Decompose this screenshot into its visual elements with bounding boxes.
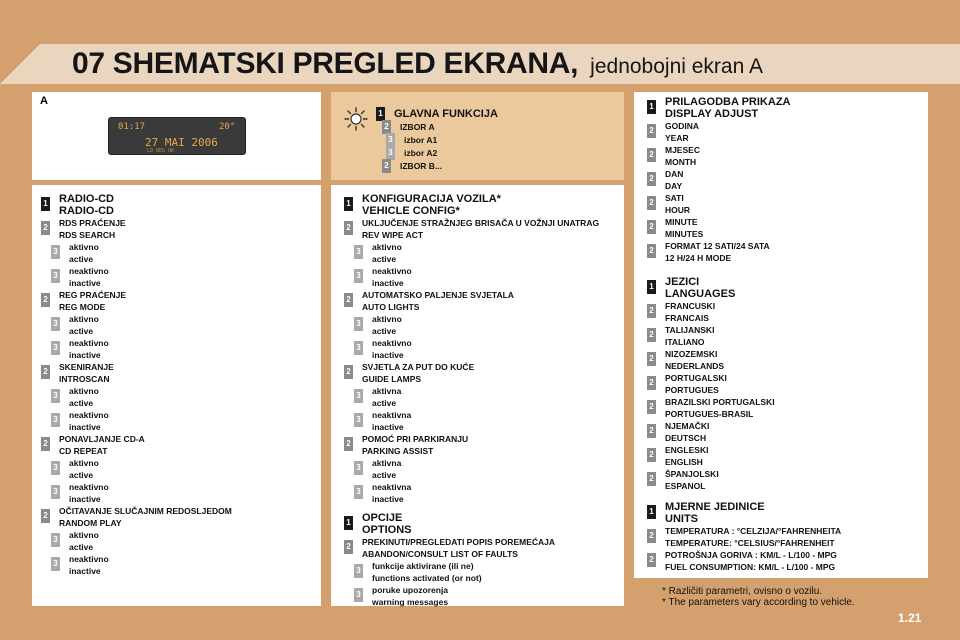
menu-item-text [404,134,437,146]
menu-item-line: inactive [372,350,404,360]
menu-item-line: ENGLISH [665,457,703,467]
level-2-badge: 2 [41,293,50,307]
menu-item-text [665,300,715,324]
menu-item-line: aktivno [69,242,99,252]
menu-item-line: AUTO LIGHTS [362,302,420,312]
menu-item-line: FUEL CONSUMPTION: KM/L - L/100 - MPG [665,562,836,572]
menu-item-line: SVJETLA ZA PUT DO KUĆE [362,362,475,372]
menu-item-text [665,216,703,240]
menu-item-line: SKENIRANJE [59,362,114,372]
menu-item-text [362,193,501,217]
level-2-badge: 2 [382,159,391,173]
menu-item-text [372,337,412,361]
level-2-badge: 2 [647,553,656,567]
level-3-badge: 3 [51,389,60,403]
menu-item-line: aktivno [69,386,99,396]
level-2-badge: 2 [647,220,656,234]
menu-item-text [362,217,599,241]
menu-item-line: funkcije aktivirane (ili ne) [372,561,474,571]
menu-item-text [665,444,708,468]
menu-item-text [69,265,109,289]
menu-item-text [394,108,498,120]
menu-item-text [665,240,770,264]
menu-item-line: OPTIONS [362,524,412,536]
footnote-line-2: * The parameters vary according to vehicle. [662,597,855,608]
level-1-badge: 1 [647,505,656,519]
level-3-badge: 3 [354,245,363,259]
level-2-badge: 2 [41,437,50,451]
menu-item-text [372,241,402,265]
menu-item-text [400,160,442,172]
menu-item-line: HOUR [665,205,691,215]
menu-item-line: active [372,398,397,408]
menu-item-line: neaktivno [372,338,412,348]
level-2-badge: 2 [647,124,656,138]
menu-item-line: OČITAVANJE SLUČAJNIM REDOSLJEDOM [59,506,232,516]
menu-item-text [372,409,411,433]
menu-item-line: TEMPERATURA : °CELZIJA/°FAHRENHEITA [665,526,842,536]
menu-item-line: MONTH [665,157,697,167]
menu-item-line: PREKINUTI/PREGLEDATI POPIS POREMEĆAJA [362,537,556,547]
menu-item-line: izbor A2 [404,148,438,158]
mono-display-screen [108,117,246,155]
display-indicators: LD REG UK [147,148,175,154]
level-1-badge: 1 [376,107,385,121]
menu-item-line: AUTOMATSKO PALJENJE SVJETALA [362,290,514,300]
menu-item-line: neaktivna [372,410,412,420]
level-2-badge: 2 [344,437,353,451]
menu-item-line: 12 H/24 H MODE [665,253,732,263]
level-2-badge: 2 [647,352,656,366]
menu-item-text [69,241,99,265]
menu-item-line: active [372,326,397,336]
menu-item-line: PRILAGODBA PRIKAZA [665,96,791,108]
title-main: 07 SHEMATSKI PREGLED EKRANA, [72,47,579,80]
menu-item-line: ESPANOL [665,481,706,491]
menu-item-text [665,501,765,525]
menu-item-line: FORMAT 12 SATI/24 SATA [665,241,770,251]
menu-item-line: inactive [69,278,101,288]
level-3-badge: 3 [354,588,363,602]
menu-item-text [665,348,724,372]
menu-item-line: aktivno [69,314,99,324]
menu-item-line: inactive [372,422,404,432]
menu-item-line: functions activated (or not) [372,573,482,583]
menu-item-text [665,420,709,444]
menu-item-line: FRANCAIS [665,313,709,323]
menu-item-line: LANGUAGES [665,288,736,300]
menu-item-line: POTROŠNJA GORIVA : KM/L - L/100 - MPG [665,550,837,560]
menu-item-line: poruke upozorenja [372,585,449,595]
level-2-badge: 2 [647,148,656,162]
menu-item-text [59,193,114,217]
display-time: 01:17 [118,122,146,132]
menu-item-text [372,560,482,584]
menu-item-text [372,313,402,337]
title-sub: jednobojni ekran A [590,55,763,78]
menu-item-text [665,324,714,348]
level-2-badge: 2 [647,244,656,258]
menu-item-text [59,289,126,313]
menu-item-line: izbor A1 [404,135,438,145]
menu-item-line: active [69,542,94,552]
menu-item-line: NJEMAČKI [665,421,710,431]
menu-item-line: ŠPANJOLSKI [665,469,719,479]
menu-item-line: PORTUGALSKI [665,373,727,383]
menu-item-line: aktivno [372,314,402,324]
menu-item-line: TALIJANSKI [665,325,715,335]
menu-item-line: RADIO-CD [59,193,114,205]
menu-item-line: inactive [69,422,101,432]
menu-item-line: RDS PRAĆENJE [59,218,126,228]
level-2-badge: 2 [647,172,656,186]
menu-item-line: PORTUGUES [665,385,719,395]
menu-item-line: MJERNE JEDINICE [665,501,765,513]
menu-item-line: active [69,254,94,264]
level-3-badge: 3 [51,413,60,427]
level-2-badge: 2 [647,424,656,438]
menu-item-line: FRANCUSKI [665,301,716,311]
level-1-badge: 1 [344,197,353,211]
menu-item-line: YEAR [665,133,689,143]
menu-item-line: DISPLAY ADJUST [665,108,759,120]
menu-item-line: OPCIJE [362,512,403,524]
level-3-badge: 3 [354,461,363,475]
menu-item-line: RADIO-CD [59,205,114,217]
level-3-badge: 3 [51,557,60,571]
level-3-badge: 3 [354,389,363,403]
level-3-badge: 3 [354,317,363,331]
menu-item-text [69,337,109,361]
level-2-badge: 2 [344,365,353,379]
menu-item-text [665,144,700,168]
menu-item-line: KONFIGURACIJA VOZILA* [362,193,501,205]
menu-item-text [665,525,841,549]
footnote-line-1: * Različiti parametri, ovisno o vozilu. [662,586,823,597]
menu-item-line: neaktivno [372,266,412,276]
level-3-badge: 3 [354,269,363,283]
level-2-badge: 2 [647,400,656,414]
menu-item-line: MINUTE [665,217,698,227]
menu-item-text [404,147,437,159]
menu-item-line: CD REPEAT [59,446,108,456]
menu-item-line: PORTUGUES-BRASIL [665,409,754,419]
level-2-badge: 2 [344,221,353,235]
menu-item-line: neaktivno [69,338,109,348]
menu-item-line: UKLJUČENJE STRAŽNJEG BRISAČA U VOŽNJI UNATRAG [362,218,600,228]
header-corner [0,44,40,84]
menu-item-line: REG PRAĆENJE [59,290,127,300]
menu-item-line: aktivno [69,530,99,540]
level-3-badge: 3 [386,133,395,147]
menu-item-text [372,481,411,505]
level-2-badge: 2 [344,540,353,554]
menu-item-line: neaktivno [69,410,109,420]
menu-item-line: SATI [665,193,684,203]
menu-item-line: active [372,470,397,480]
level-2-badge: 2 [647,304,656,318]
menu-item-line: neaktivno [69,266,109,276]
menu-item-text [69,529,99,553]
menu-item-line: UNITS [665,513,698,525]
menu-item-text [69,313,99,337]
level-2-badge: 2 [647,328,656,342]
menu-item-text [69,457,99,481]
menu-item-text [69,553,109,577]
level-3-badge: 3 [51,461,60,475]
display-temp: 20° [219,122,236,132]
page-number: 1.21 [898,611,922,625]
menu-item-text [59,505,232,529]
menu-item-line: ENGLESKI [665,445,709,455]
level-3-badge: 3 [354,564,363,578]
menu-item-text [665,96,790,120]
menu-item-line: active [372,254,397,264]
level-3-badge: 3 [386,146,395,160]
level-2-badge: 2 [382,120,391,134]
menu-item-text [69,481,109,505]
menu-item-line: PONAVLJANJE CD-A [59,434,145,444]
page-title [72,47,763,81]
menu-item-text [665,549,837,573]
level-2-badge: 2 [344,293,353,307]
level-2-badge: 2 [647,472,656,486]
menu-item-text [362,536,555,560]
menu-item-text [59,433,145,457]
menu-item-text [362,289,514,313]
menu-item-line: inactive [69,566,101,576]
footnote [662,586,855,608]
level-3-badge: 3 [51,245,60,259]
menu-item-line: aktivno [372,242,402,252]
level-3-badge: 3 [51,485,60,499]
menu-item-line: DAY [665,181,683,191]
menu-item-text [362,433,468,457]
menu-item-line: DAN [665,169,684,179]
menu-item-line: IZBOR B... [400,161,443,171]
menu-item-line: active [69,398,94,408]
menu-item-line: active [69,470,94,480]
menu-item-text [665,120,699,144]
menu-item-line: GUIDE LAMPS [362,374,422,384]
menu-item-text [665,372,727,396]
menu-item-line: neaktivno [69,554,109,564]
menu-item-line: NEDERLANDS [665,361,725,371]
level-1-badge: 1 [41,197,50,211]
menu-item-line: TEMPERATURE: °CELSIUS/°FAHRENHEIT [665,538,835,548]
sun-icon [343,106,369,132]
level-3-badge: 3 [51,317,60,331]
menu-item-line: aktivno [69,458,99,468]
menu-item-line: inactive [69,494,101,504]
menu-item-line: GODINA [665,121,699,131]
menu-item-line: GLAVNA FUNKCIJA [394,108,498,120]
menu-item-line: BRAZILSKI PORTUGALSKI [665,397,775,407]
menu-item-line: REG MODE [59,302,106,312]
menu-item-line: NIZOZEMSKI [665,349,718,359]
level-2-badge: 2 [41,509,50,523]
display-label: A [40,95,48,107]
menu-item-line: inactive [372,494,404,504]
level-2-badge: 2 [41,365,50,379]
menu-item-text [665,192,690,216]
main-function-panel [331,92,624,180]
level-3-badge: 3 [354,341,363,355]
menu-item-line: JEZICI [665,276,700,288]
menu-item-line: ABANDON/CONSULT LIST OF FAULTS [362,549,518,559]
menu-item-line: ITALIANO [665,337,705,347]
menu-item-text [665,396,775,420]
menu-item-line: aktivna [372,458,402,468]
menu-item-line: MJESEC [665,145,700,155]
level-2-badge: 2 [647,376,656,390]
menu-item-line: neaktivno [69,482,109,492]
menu-item-text [362,512,412,536]
level-2-badge: 2 [41,221,50,235]
display-date: 27 MAI 2006 [145,136,218,149]
menu-item-text [400,121,435,133]
menu-item-line: MINUTES [665,229,704,239]
level-3-badge: 3 [354,413,363,427]
level-3-badge: 3 [354,485,363,499]
menu-item-line: inactive [372,278,404,288]
level-3-badge: 3 [51,533,60,547]
menu-item-text [69,385,99,409]
menu-item-line: RANDOM PLAY [59,518,122,528]
level-2-badge: 2 [647,529,656,543]
menu-item-text [372,584,448,608]
menu-item-line: INTROSCAN [59,374,110,384]
menu-item-line: RDS SEARCH [59,230,116,240]
menu-item-line: aktivna [372,386,402,396]
menu-item-line: VEHICLE CONFIG* [362,205,460,217]
menu-item-line: PARKING ASSIST [362,446,434,456]
menu-item-line: active [69,326,94,336]
menu-item-text [372,385,401,409]
menu-item-line: IZBOR A [400,122,435,132]
menu-item-text [372,265,412,289]
level-1-badge: 1 [647,280,656,294]
menu-item-text [69,409,109,433]
level-3-badge: 3 [51,341,60,355]
level-3-badge: 3 [51,269,60,283]
menu-item-line: warning messages [372,597,449,607]
menu-item-line: POMOĆ PRI PARKIRANJU [362,434,469,444]
menu-item-text [59,217,126,241]
menu-item-line: REV WIPE ACT [362,230,424,240]
menu-item-text [362,361,474,385]
menu-item-text [665,168,683,192]
menu-item-line: DEUTSCH [665,433,707,443]
level-1-badge: 1 [344,516,353,530]
level-1-badge: 1 [647,100,656,114]
menu-item-text [665,276,735,300]
level-2-badge: 2 [647,196,656,210]
menu-item-text [372,457,401,481]
menu-item-line: inactive [69,350,101,360]
level-2-badge: 2 [647,448,656,462]
menu-item-line: neaktivna [372,482,412,492]
menu-item-text [665,468,719,492]
menu-item-text [59,361,114,385]
